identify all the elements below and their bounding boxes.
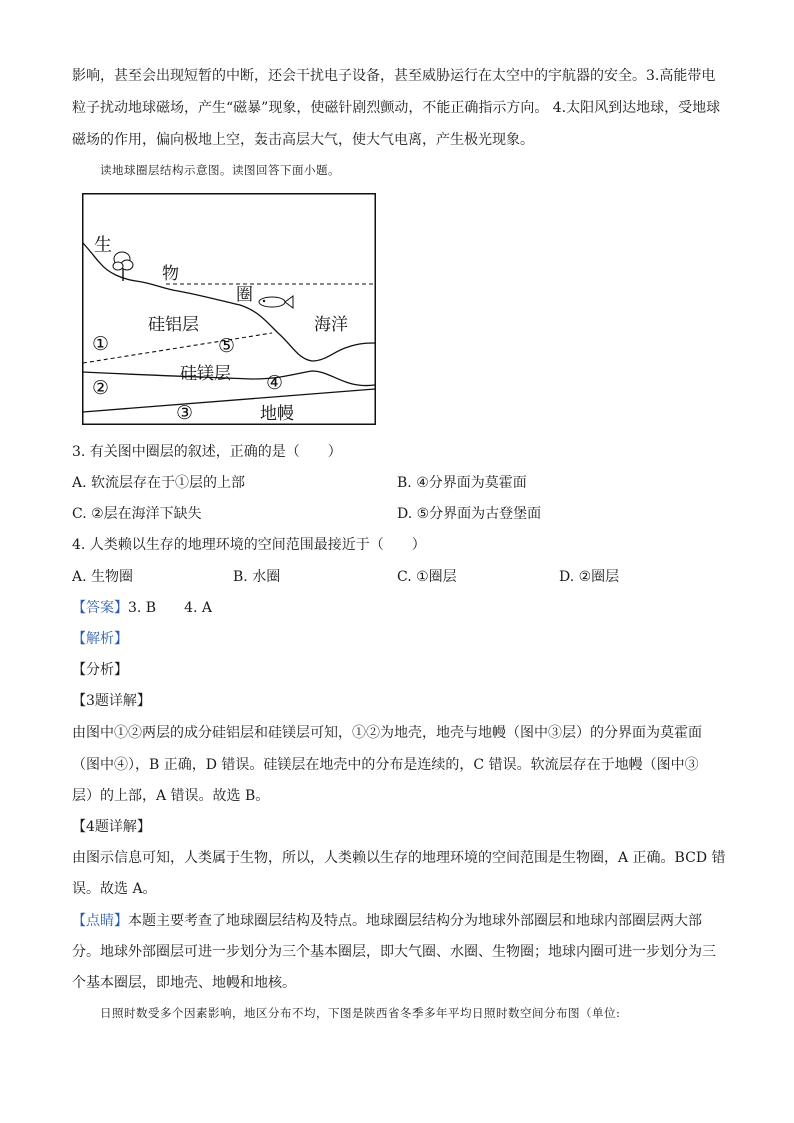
marker-5: ⑤ <box>218 335 236 357</box>
label-mantle: 地幔 <box>260 404 294 424</box>
dianjing-line <box>72 911 702 931</box>
tree-icon <box>113 252 133 281</box>
mantle-boundary <box>83 389 375 412</box>
earth-layers-diagram <box>82 193 376 425</box>
boundary-5 <box>83 333 272 363</box>
dianjing-line: 个基本圈层，即地壳、地幔和地核。 <box>72 975 296 991</box>
q3-detail-line: 由图中①②两层的成分硅铝层和硅镁层可知，①②为地壳，地壳与地幔（图中③层）的分界面为莫霍面 <box>72 725 702 741</box>
q4-detail-line: 由图示信息可知，人类属于生物，所以，人类赖以生存的地理环境的空间范围是生物圈，A 正确。BCD 错 <box>72 850 726 866</box>
analysis-tag: 【解析】 <box>72 631 128 647</box>
q3-option-a: A. 软流层存在于①层的上部 <box>72 475 246 491</box>
question-4-stem: 4. 人类赖以生存的地理环境的空间范围最接近于（ ） <box>72 537 426 553</box>
q4-option-c: C. ①圈层 <box>397 569 457 585</box>
label-quan: 圈 <box>236 285 253 305</box>
paragraph-line: 磁场的作用，偏向极地上空，轰击高层大气，使大气电离，产生极光现象。 <box>72 132 534 148</box>
fenxi-tag: 【分析】 <box>72 662 128 678</box>
label-wu: 物 <box>162 264 179 284</box>
q3-detail-line: （图中④），B 正确，D 错误。硅镁层在地壳中的分布是连续的，C 错误。软流层存在于地幔（图中③ <box>72 757 699 773</box>
answer-text: 3. B 4. A <box>128 600 213 616</box>
marker-1: ① <box>92 333 110 355</box>
paragraph-line: 影响，甚至会出现短暂的中断，还会干扰电子设备，甚至威胁运行在太空中的宇航器的安全。3.高能带电 <box>72 68 716 84</box>
q4-detail-line: 误。故选 A。 <box>72 881 157 897</box>
q4-option-b: B. 水圈 <box>233 569 281 585</box>
answer-tag: 【答案】 <box>72 600 128 616</box>
marker-2: ② <box>92 377 110 399</box>
marker-4: ④ <box>266 372 284 394</box>
q4-option-a: A. 生物圈 <box>72 569 134 585</box>
marker-3: ③ <box>176 402 194 424</box>
label-sheng: 生 <box>94 235 112 256</box>
label-sima: 硅镁层 <box>180 364 231 384</box>
question-intro: 读地球圈层结构示意图。读图回答下面小题。 <box>100 163 340 177</box>
q3-option-b: B. ④分界面为莫霍面 <box>397 475 527 491</box>
q3-detail-tag: 【3题详解】 <box>72 693 151 709</box>
label-ocean: 海洋 <box>314 315 348 335</box>
dianjing-line: 分。地球外部圈层可进一步划分为三个基本圈层，即大气圈、水圈、生物圈；地球内圈可进一步划分为三 <box>72 944 716 960</box>
dianjing-text: 本题主要考查了地球圈层结构及特点。地球圈层结构分为地球外部圈层和地球内部圈层两大部 <box>128 913 702 929</box>
answer-line <box>72 598 212 618</box>
paragraph-line: 粒子扰动地球磁场，产生“磁暴”现象，使磁针剧烈颤动，不能正确指示方向。 4.太阳风到达地球，受地球 <box>72 100 721 116</box>
q3-detail-line: 层）的上部，A 错误。故选 B。 <box>72 788 270 804</box>
q3-option-c: C. ②层在海洋下缺失 <box>72 506 202 522</box>
fish-icon <box>259 296 293 308</box>
question-intro: 日照时数受多个因素影响，地区分布不均，下图是陕西省冬季多年平均日照时数空间分布图（单位: <box>100 1006 621 1020</box>
label-sial: 硅铝层 <box>148 315 199 335</box>
q3-option-d: D. ⑤分界面为古登堡面 <box>397 506 542 522</box>
diagram-frame <box>83 194 376 425</box>
q4-option-d: D. ②圈层 <box>559 569 620 585</box>
q4-detail-tag: 【4题详解】 <box>72 819 151 835</box>
question-3-stem: 3. 有关图中圈层的叙述，正确的是（ ） <box>72 444 342 460</box>
dianjing-tag: 【点睛】 <box>72 913 128 929</box>
